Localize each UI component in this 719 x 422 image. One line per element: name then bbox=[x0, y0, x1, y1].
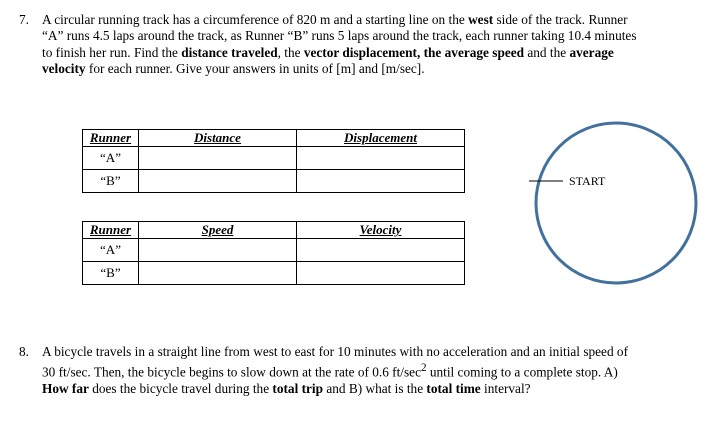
header-displacement: Displacement bbox=[297, 130, 465, 147]
q7-bold: average bbox=[569, 44, 614, 60]
runner-a-label: “A” bbox=[83, 239, 139, 262]
q7-line-2 bbox=[42, 28, 714, 44]
runner-a-label: “A” bbox=[83, 147, 139, 170]
q7-text: “A” runs 4.5 laps around the track, as Runner “B” runs 5 laps around the track, each runner taking 10.4 minutes bbox=[42, 28, 637, 44]
header-distance: Distance bbox=[139, 130, 297, 147]
table-row bbox=[83, 147, 465, 170]
q7-text: for each runner. Give your answers in units of [m] and [m/sec]. bbox=[85, 60, 425, 76]
q8-text: until coming to a complete stop. A) bbox=[426, 364, 618, 380]
q8-bold: total time bbox=[426, 381, 481, 397]
header-speed: Speed bbox=[139, 222, 297, 239]
q8-line-2 bbox=[42, 360, 714, 381]
runner-a-speed-cell[interactable] bbox=[139, 239, 297, 262]
q7-line-4 bbox=[42, 61, 714, 77]
q7-bold: west bbox=[468, 12, 494, 27]
q8-text: interval? bbox=[480, 381, 531, 397]
runner-a-velocity-cell[interactable] bbox=[297, 239, 465, 262]
header-runner: Runner bbox=[83, 130, 139, 147]
circular-track-diagram bbox=[526, 113, 706, 293]
q8-superscript: 2 bbox=[420, 362, 427, 375]
start-label: START bbox=[569, 174, 606, 188]
q7-bold: distance traveled bbox=[181, 44, 278, 60]
table-row bbox=[83, 262, 465, 285]
table-row bbox=[83, 239, 465, 262]
q8-bold: total trip bbox=[272, 381, 324, 397]
table-header-row bbox=[83, 222, 465, 239]
q8-line-1 bbox=[42, 344, 714, 360]
question-7-text bbox=[42, 12, 714, 77]
table-row bbox=[83, 170, 465, 193]
q8-line-3 bbox=[42, 381, 714, 397]
distance-displacement-table bbox=[82, 129, 465, 193]
runner-a-displacement-cell[interactable] bbox=[297, 147, 465, 170]
q7-text: , the bbox=[277, 44, 304, 60]
q7-text: to finish her run. Find the bbox=[42, 44, 182, 60]
speed-velocity-table bbox=[82, 221, 465, 285]
q8-bold: How far bbox=[42, 381, 89, 397]
question-8-number: 8. bbox=[19, 344, 29, 359]
runner-b-distance-cell[interactable] bbox=[139, 170, 297, 193]
q7-text: A circular running track has a circumference of 820 m and a starting line on the bbox=[42, 12, 469, 27]
q7-line-1 bbox=[42, 12, 714, 28]
q7-bold: velocity bbox=[42, 60, 86, 76]
q7-text: and the bbox=[524, 44, 570, 60]
q7-text: side of the track. Runner bbox=[493, 12, 628, 27]
question-7-number: 7. bbox=[19, 12, 29, 27]
q7-bold: vector displacement, the average speed bbox=[303, 44, 525, 60]
q8-text: 30 ft/sec. Then, the bicycle begins to slow down at the rate of 0.6 ft/sec bbox=[42, 364, 421, 380]
question-8-text bbox=[42, 344, 714, 397]
q8-text: and B) what is the bbox=[323, 381, 427, 397]
runner-a-distance-cell[interactable] bbox=[139, 147, 297, 170]
q8-text: does the bicycle travel during the bbox=[88, 381, 273, 397]
runner-b-label: “B” bbox=[83, 170, 139, 193]
runner-b-velocity-cell[interactable] bbox=[297, 262, 465, 285]
runner-b-displacement-cell[interactable] bbox=[297, 170, 465, 193]
runner-b-speed-cell[interactable] bbox=[139, 262, 297, 285]
header-runner: Runner bbox=[83, 222, 139, 239]
table-header-row bbox=[83, 130, 465, 147]
runner-b-label: “B” bbox=[83, 262, 139, 285]
header-velocity: Velocity bbox=[297, 222, 465, 239]
track-circle bbox=[536, 123, 696, 283]
q7-line-3 bbox=[42, 45, 714, 61]
q8-text: A bicycle travels in a straight line from west to east for 10 minutes with no acceleration and an initial speed of bbox=[42, 344, 628, 359]
